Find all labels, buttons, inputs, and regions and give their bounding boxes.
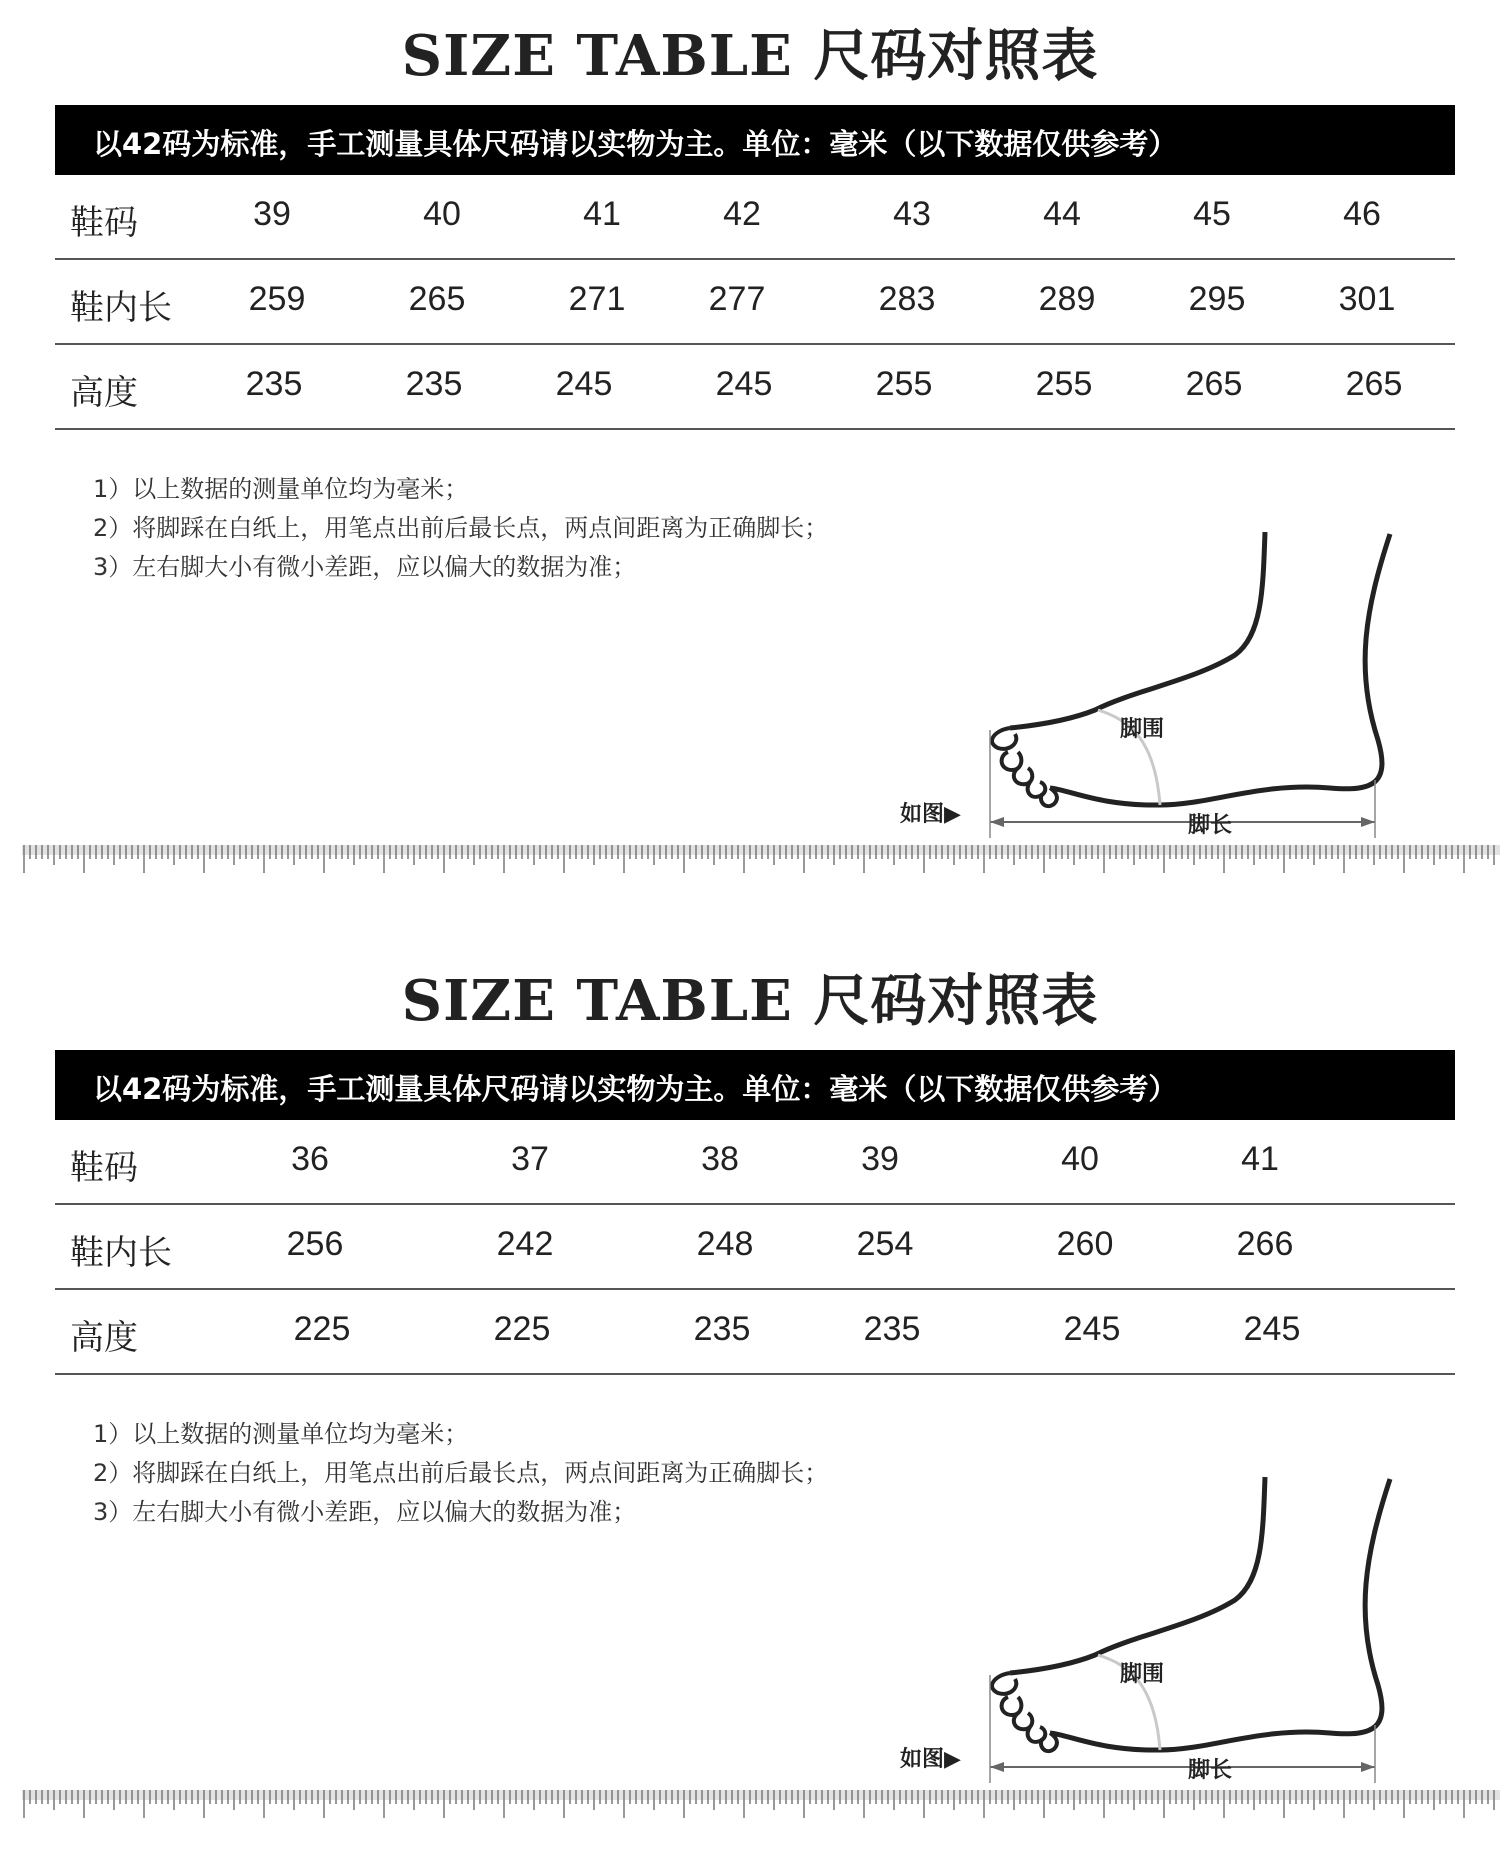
- table-cell: 39: [861, 1140, 899, 1178]
- table-cell: 39: [253, 195, 291, 233]
- table-cell: 43: [893, 195, 931, 233]
- table-cell: 255: [1035, 365, 1093, 403]
- foot-illustration: [980, 520, 1400, 850]
- caption-length: 脚长: [1188, 1758, 1233, 1783]
- table-cell: 245: [555, 365, 613, 403]
- ruler-icon: [22, 1790, 1500, 1820]
- table-cell: 46: [1343, 195, 1381, 233]
- page-title: SIZE TABLE 尺码对照表: [401, 968, 1099, 1034]
- row-label: 鞋码: [70, 203, 138, 243]
- size-table-panel-1: [0, 0, 1500, 925]
- table-row-size: [55, 1120, 1455, 1205]
- ruler-icon: [22, 845, 1500, 875]
- size-table-panel-2: [0, 945, 1500, 1870]
- banner: [55, 105, 1455, 175]
- table-cell: 265: [408, 280, 466, 318]
- table-cell: 225: [293, 1310, 351, 1348]
- table-cell: 37: [511, 1140, 549, 1178]
- row-label: 鞋内长: [70, 288, 172, 328]
- table-cell: 254: [856, 1225, 914, 1263]
- table-cell: 248: [696, 1225, 754, 1263]
- table-row-height: [55, 345, 1455, 430]
- foot-icon: [980, 1465, 1400, 1795]
- table-cell: 289: [1038, 280, 1096, 318]
- table-cell: 245: [1243, 1310, 1301, 1348]
- table-cell: 260: [1056, 1225, 1114, 1263]
- table-cell: 283: [878, 280, 936, 318]
- size-table: [55, 1120, 1455, 1375]
- table-cell: 38: [701, 1140, 739, 1178]
- note-line: 2）将脚踩在白纸上，用笔点出前后最长点，两点间距离为正确脚长；: [93, 514, 829, 542]
- table-cell: 235: [863, 1310, 921, 1348]
- table-cell: 266: [1236, 1225, 1294, 1263]
- table-cell: 41: [1241, 1140, 1279, 1178]
- table-cell: 265: [1345, 365, 1403, 403]
- note-line: 1）以上数据的测量单位均为毫米；: [93, 475, 469, 503]
- caption-length: 脚长: [1188, 813, 1233, 838]
- table-cell: 259: [248, 280, 306, 318]
- notes: [93, 470, 828, 587]
- table-cell: 301: [1338, 280, 1396, 318]
- row-label: 高度: [70, 1318, 138, 1358]
- table-cell: 40: [423, 195, 461, 233]
- table-cell: 255: [875, 365, 933, 403]
- table-cell: 235: [693, 1310, 751, 1348]
- page-title: SIZE TABLE 尺码对照表: [401, 23, 1099, 89]
- caption-as-shown: 如图▶: [900, 802, 961, 827]
- row-label: 鞋码: [70, 1148, 138, 1188]
- banner-text: 以42码为标准，手工测量具体尺码请以实物为主。单位：毫米（以下数据仅供参考）: [93, 127, 1178, 161]
- table-cell: 277: [708, 280, 766, 318]
- table-row-inner-length: [55, 1205, 1455, 1290]
- table-row-size: [55, 175, 1455, 260]
- table-cell: 265: [1185, 365, 1243, 403]
- note-line: 2）将脚踩在白纸上，用笔点出前后最长点，两点间距离为正确脚长；: [93, 1459, 829, 1487]
- table-cell: 36: [291, 1140, 329, 1178]
- table-cell: 256: [286, 1225, 344, 1263]
- foot-icon: [980, 520, 1400, 850]
- note-line: 3）左右脚大小有微小差距，应以偏大的数据为准；: [93, 553, 637, 581]
- table-cell: 245: [1063, 1310, 1121, 1348]
- table-cell: 40: [1061, 1140, 1099, 1178]
- table-cell: 245: [715, 365, 773, 403]
- banner: [55, 1050, 1455, 1120]
- table-cell: 44: [1043, 195, 1081, 233]
- table-row-height: [55, 1290, 1455, 1375]
- note-line: 3）左右脚大小有微小差距，应以偏大的数据为准；: [93, 1498, 637, 1526]
- row-label: 高度: [70, 373, 138, 413]
- caption-as-shown: 如图▶: [900, 1747, 961, 1772]
- foot-illustration: [980, 1465, 1400, 1795]
- note-line: 1）以上数据的测量单位均为毫米；: [93, 1420, 469, 1448]
- table-cell: 235: [405, 365, 463, 403]
- table-row-inner-length: [55, 260, 1455, 345]
- table-cell: 42: [723, 195, 761, 233]
- notes: [93, 1415, 828, 1532]
- size-table: [55, 175, 1455, 430]
- banner-text: 以42码为标准，手工测量具体尺码请以实物为主。单位：毫米（以下数据仅供参考）: [93, 1072, 1178, 1106]
- table-cell: 235: [245, 365, 303, 403]
- row-label: 鞋内长: [70, 1233, 172, 1273]
- table-cell: 41: [583, 195, 621, 233]
- caption-girth: 脚围: [1120, 1662, 1165, 1687]
- caption-girth: 脚围: [1120, 717, 1165, 742]
- table-cell: 271: [568, 280, 626, 318]
- table-cell: 225: [493, 1310, 551, 1348]
- table-cell: 45: [1193, 195, 1231, 233]
- table-cell: 295: [1188, 280, 1246, 318]
- table-cell: 242: [496, 1225, 554, 1263]
